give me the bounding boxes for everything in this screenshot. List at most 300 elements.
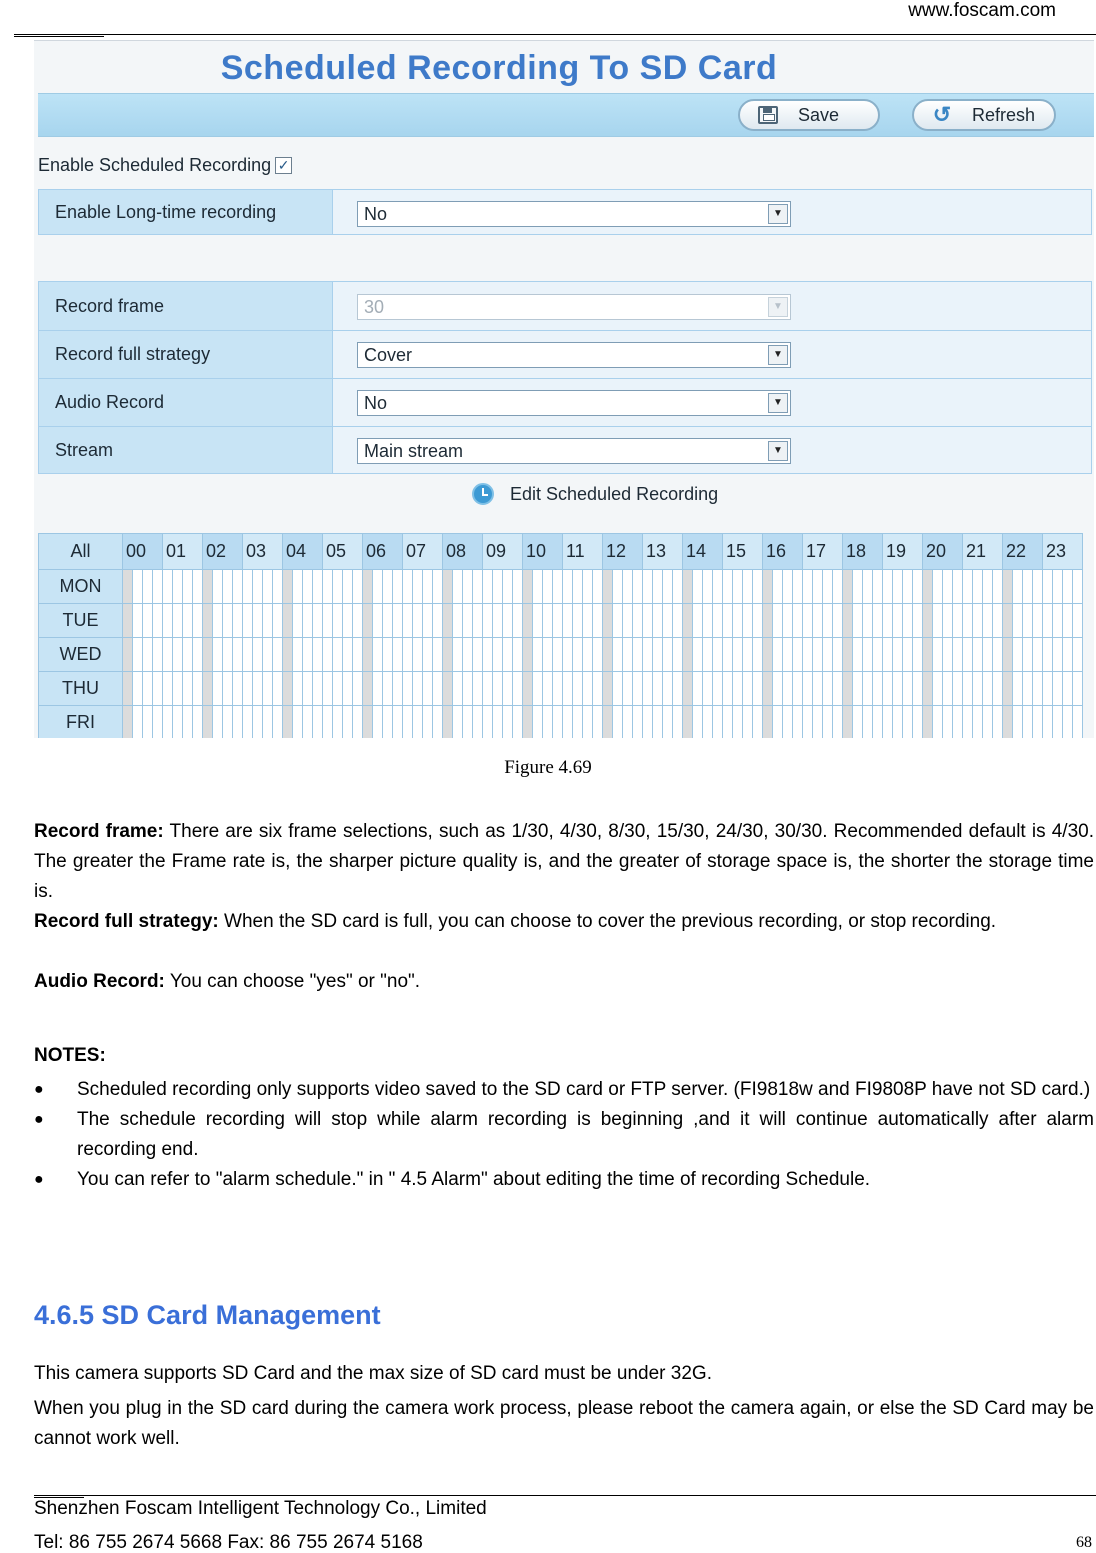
schedule-cell[interactable] xyxy=(343,570,353,604)
schedule-cell[interactable] xyxy=(353,604,363,638)
schedule-cell[interactable] xyxy=(133,706,143,739)
schedule-cell[interactable] xyxy=(513,570,523,604)
schedule-cell[interactable] xyxy=(893,570,903,604)
schedule-cell[interactable] xyxy=(903,706,913,739)
schedule-cell[interactable] xyxy=(693,570,703,604)
schedule-cell[interactable] xyxy=(423,570,433,604)
schedule-cell[interactable] xyxy=(793,570,803,604)
schedule-cell[interactable] xyxy=(703,638,713,672)
schedule-cell[interactable] xyxy=(743,570,753,604)
schedule-cell[interactable] xyxy=(283,706,293,739)
schedule-cell[interactable] xyxy=(913,706,923,739)
schedule-cell[interactable] xyxy=(783,638,793,672)
schedule-cell[interactable] xyxy=(903,570,913,604)
schedule-cell[interactable] xyxy=(373,706,383,739)
schedule-cell[interactable] xyxy=(843,604,853,638)
schedule-cell[interactable] xyxy=(383,672,393,706)
schedule-cell[interactable] xyxy=(1033,638,1043,672)
schedule-cell[interactable] xyxy=(493,672,503,706)
schedule-cell[interactable] xyxy=(983,604,993,638)
schedule-cell[interactable] xyxy=(923,604,933,638)
schedule-cell[interactable] xyxy=(343,672,353,706)
schedule-cell[interactable] xyxy=(393,706,403,739)
schedule-cell[interactable] xyxy=(393,638,403,672)
schedule-cell[interactable] xyxy=(833,638,843,672)
schedule-cell[interactable] xyxy=(243,604,253,638)
schedule-cell[interactable] xyxy=(983,672,993,706)
schedule-cell[interactable] xyxy=(593,604,603,638)
long-time-recording-select[interactable] xyxy=(357,201,791,227)
schedule-cell[interactable] xyxy=(333,604,343,638)
schedule-cell[interactable] xyxy=(223,604,233,638)
audio-record-select[interactable] xyxy=(357,390,791,416)
schedule-cell[interactable] xyxy=(433,706,443,739)
schedule-cell[interactable] xyxy=(193,672,203,706)
schedule-cell[interactable] xyxy=(663,706,673,739)
schedule-cell[interactable] xyxy=(953,604,963,638)
schedule-cell[interactable] xyxy=(713,672,723,706)
hour-header[interactable]: 20 xyxy=(923,534,963,570)
schedule-cell[interactable] xyxy=(883,604,893,638)
schedule-cell[interactable] xyxy=(453,604,463,638)
schedule-cell[interactable] xyxy=(1063,638,1073,672)
schedule-cell[interactable] xyxy=(383,570,393,604)
schedule-cell[interactable] xyxy=(323,706,333,739)
schedule-cell[interactable] xyxy=(313,638,323,672)
schedule-cell[interactable] xyxy=(493,638,503,672)
schedule-cell[interactable] xyxy=(233,638,243,672)
schedule-cell[interactable] xyxy=(743,638,753,672)
schedule-cell[interactable] xyxy=(923,672,933,706)
schedule-cell[interactable] xyxy=(693,672,703,706)
schedule-cell[interactable] xyxy=(923,570,933,604)
schedule-cell[interactable] xyxy=(653,672,663,706)
schedule-cell[interactable] xyxy=(223,672,233,706)
schedule-cell[interactable] xyxy=(673,604,683,638)
schedule-cell[interactable] xyxy=(613,638,623,672)
schedule-cell[interactable] xyxy=(143,706,153,739)
schedule-cell[interactable] xyxy=(403,706,413,739)
schedule-cell[interactable] xyxy=(993,672,1003,706)
schedule-cell[interactable] xyxy=(193,706,203,739)
schedule-cell[interactable] xyxy=(423,638,433,672)
schedule-cell[interactable] xyxy=(583,672,593,706)
edit-scheduled-recording-link[interactable] xyxy=(472,483,718,505)
schedule-cell[interactable] xyxy=(613,570,623,604)
schedule-cell[interactable] xyxy=(453,672,463,706)
schedule-cell[interactable] xyxy=(243,570,253,604)
schedule-cell[interactable] xyxy=(943,672,953,706)
schedule-cell[interactable] xyxy=(403,672,413,706)
schedule-cell[interactable] xyxy=(703,672,713,706)
schedule-cell[interactable] xyxy=(953,570,963,604)
schedule-cell[interactable] xyxy=(1043,638,1053,672)
schedule-cell[interactable] xyxy=(973,706,983,739)
schedule-cell[interactable] xyxy=(913,638,923,672)
schedule-cell[interactable] xyxy=(783,570,793,604)
schedule-cell[interactable] xyxy=(473,570,483,604)
schedule-cell[interactable] xyxy=(733,706,743,739)
schedule-cell[interactable] xyxy=(623,570,633,604)
schedule-cell[interactable] xyxy=(763,638,773,672)
schedule-cell[interactable] xyxy=(303,672,313,706)
schedule-cell[interactable] xyxy=(933,706,943,739)
schedule-cell[interactable] xyxy=(533,570,543,604)
schedule-cell[interactable] xyxy=(683,706,693,739)
schedule-cell[interactable] xyxy=(543,672,553,706)
schedule-cell[interactable] xyxy=(253,706,263,739)
schedule-cell[interactable] xyxy=(493,604,503,638)
schedule-cell[interactable] xyxy=(873,706,883,739)
schedule-cell[interactable] xyxy=(253,604,263,638)
schedule-cell[interactable] xyxy=(453,638,463,672)
hour-header[interactable]: 11 xyxy=(563,534,603,570)
schedule-cell[interactable] xyxy=(803,570,813,604)
schedule-cell[interactable] xyxy=(363,706,373,739)
day-header[interactable]: TUE xyxy=(39,604,123,638)
schedule-cell[interactable] xyxy=(563,638,573,672)
hour-header[interactable]: 06 xyxy=(363,534,403,570)
schedule-cell[interactable] xyxy=(1003,604,1013,638)
schedule-cell[interactable] xyxy=(1063,570,1073,604)
schedule-cell[interactable] xyxy=(1063,604,1073,638)
schedule-cell[interactable] xyxy=(993,638,1003,672)
schedule-cell[interactable] xyxy=(683,638,693,672)
schedule-cell[interactable] xyxy=(293,706,303,739)
schedule-cell[interactable] xyxy=(383,638,393,672)
schedule-cell[interactable] xyxy=(623,638,633,672)
schedule-cell[interactable] xyxy=(913,604,923,638)
schedule-cell[interactable] xyxy=(633,570,643,604)
schedule-cell[interactable] xyxy=(723,672,733,706)
schedule-cell[interactable] xyxy=(723,604,733,638)
schedule-cell[interactable] xyxy=(283,604,293,638)
schedule-cell[interactable] xyxy=(423,706,433,739)
schedule-cell[interactable] xyxy=(163,638,173,672)
schedule-cell[interactable] xyxy=(563,604,573,638)
schedule-cell[interactable] xyxy=(283,672,293,706)
schedule-cell[interactable] xyxy=(633,604,643,638)
schedule-cell[interactable] xyxy=(853,638,863,672)
schedule-cell[interactable] xyxy=(273,570,283,604)
schedule-cell[interactable] xyxy=(563,672,573,706)
schedule-cell[interactable] xyxy=(293,604,303,638)
schedule-cell[interactable] xyxy=(413,706,423,739)
schedule-cell[interactable] xyxy=(653,604,663,638)
schedule-cell[interactable] xyxy=(863,570,873,604)
schedule-cell[interactable] xyxy=(1013,604,1023,638)
refresh-button[interactable] xyxy=(912,99,1056,131)
schedule-cell[interactable] xyxy=(463,672,473,706)
schedule-cell[interactable] xyxy=(223,570,233,604)
schedule-cell[interactable] xyxy=(513,672,523,706)
schedule-cell[interactable] xyxy=(723,570,733,604)
schedule-cell[interactable] xyxy=(643,638,653,672)
schedule-cell[interactable] xyxy=(483,604,493,638)
schedule-cell[interactable] xyxy=(733,604,743,638)
schedule-cell[interactable] xyxy=(313,672,323,706)
schedule-cell[interactable] xyxy=(893,604,903,638)
schedule-cell[interactable] xyxy=(183,570,193,604)
schedule-cell[interactable] xyxy=(553,706,563,739)
schedule-cell[interactable] xyxy=(653,638,663,672)
schedule-cell[interactable] xyxy=(753,706,763,739)
schedule-cell[interactable] xyxy=(693,638,703,672)
schedule-cell[interactable] xyxy=(903,638,913,672)
schedule-cell[interactable] xyxy=(493,706,503,739)
schedule-cell[interactable] xyxy=(143,638,153,672)
schedule-cell[interactable] xyxy=(323,604,333,638)
schedule-cell[interactable] xyxy=(293,638,303,672)
schedule-cell[interactable] xyxy=(503,604,513,638)
schedule-cell[interactable] xyxy=(623,706,633,739)
schedule-cell[interactable] xyxy=(703,604,713,638)
schedule-cell[interactable] xyxy=(833,570,843,604)
schedule-cell[interactable] xyxy=(983,638,993,672)
schedule-cell[interactable] xyxy=(473,604,483,638)
schedule-cell[interactable] xyxy=(913,672,923,706)
schedule-cell[interactable] xyxy=(1073,672,1083,706)
schedule-cell[interactable] xyxy=(533,604,543,638)
schedule-cell[interactable] xyxy=(523,672,533,706)
schedule-cell[interactable] xyxy=(953,638,963,672)
schedule-cell[interactable] xyxy=(533,638,543,672)
schedule-cell[interactable] xyxy=(303,604,313,638)
schedule-cell[interactable] xyxy=(483,570,493,604)
schedule-cell[interactable] xyxy=(813,570,823,604)
schedule-cell[interactable] xyxy=(663,570,673,604)
schedule-cell[interactable] xyxy=(863,672,873,706)
day-header[interactable]: FRI xyxy=(39,706,123,739)
schedule-cell[interactable] xyxy=(123,638,133,672)
schedule-cell[interactable] xyxy=(433,638,443,672)
schedule-cell[interactable] xyxy=(453,570,463,604)
schedule-cell[interactable] xyxy=(843,672,853,706)
schedule-cell[interactable] xyxy=(553,570,563,604)
schedule-cell[interactable] xyxy=(333,706,343,739)
schedule-cell[interactable] xyxy=(733,570,743,604)
schedule-cell[interactable] xyxy=(443,706,453,739)
schedule-cell[interactable] xyxy=(533,706,543,739)
schedule-cell[interactable] xyxy=(693,604,703,638)
schedule-cell[interactable] xyxy=(513,638,523,672)
day-header[interactable]: THU xyxy=(39,672,123,706)
schedule-cell[interactable] xyxy=(403,638,413,672)
schedule-cell[interactable] xyxy=(703,706,713,739)
schedule-cell[interactable] xyxy=(883,706,893,739)
schedule-cell[interactable] xyxy=(823,638,833,672)
schedule-cell[interactable] xyxy=(743,604,753,638)
schedule-cell[interactable] xyxy=(563,570,573,604)
schedule-cell[interactable] xyxy=(643,706,653,739)
schedule-cell[interactable] xyxy=(893,672,903,706)
schedule-cell[interactable] xyxy=(413,604,423,638)
schedule-cell[interactable] xyxy=(553,604,563,638)
schedule-cell[interactable] xyxy=(903,672,913,706)
schedule-cell[interactable] xyxy=(263,672,273,706)
save-button[interactable] xyxy=(738,99,880,131)
schedule-cell[interactable] xyxy=(603,638,613,672)
schedule-cell[interactable] xyxy=(543,706,553,739)
hour-header[interactable]: 16 xyxy=(763,534,803,570)
schedule-cell[interactable] xyxy=(523,570,533,604)
schedule-cell[interactable] xyxy=(1033,604,1043,638)
schedule-cell[interactable] xyxy=(763,706,773,739)
schedule-cell[interactable] xyxy=(383,706,393,739)
schedule-cell[interactable] xyxy=(253,638,263,672)
hour-header[interactable]: 13 xyxy=(643,534,683,570)
schedule-cell[interactable] xyxy=(653,570,663,604)
schedule-cell[interactable] xyxy=(463,604,473,638)
hour-header[interactable]: 00 xyxy=(123,534,163,570)
schedule-cell[interactable] xyxy=(833,706,843,739)
schedule-cell[interactable] xyxy=(173,672,183,706)
schedule-cell[interactable] xyxy=(673,570,683,604)
schedule-cell[interactable] xyxy=(1073,570,1083,604)
schedule-cell[interactable] xyxy=(423,672,433,706)
schedule-cell[interactable] xyxy=(273,672,283,706)
schedule-cell[interactable] xyxy=(813,604,823,638)
schedule-cell[interactable] xyxy=(153,672,163,706)
schedule-cell[interactable] xyxy=(933,604,943,638)
schedule-cell[interactable] xyxy=(483,638,493,672)
schedule-cell[interactable] xyxy=(1003,570,1013,604)
schedule-cell[interactable] xyxy=(143,672,153,706)
schedule-cell[interactable] xyxy=(833,672,843,706)
schedule-cell[interactable] xyxy=(473,672,483,706)
schedule-cell[interactable] xyxy=(573,604,583,638)
schedule-cell[interactable] xyxy=(923,638,933,672)
hour-header[interactable]: 12 xyxy=(603,534,643,570)
schedule-cell[interactable] xyxy=(783,604,793,638)
schedule-cell[interactable] xyxy=(543,604,553,638)
schedule-cell[interactable] xyxy=(183,672,193,706)
schedule-cell[interactable] xyxy=(353,672,363,706)
schedule-cell[interactable] xyxy=(993,570,1003,604)
hour-header[interactable]: 07 xyxy=(403,534,443,570)
schedule-cell[interactable] xyxy=(913,570,923,604)
schedule-cell[interactable] xyxy=(393,570,403,604)
schedule-cell[interactable] xyxy=(373,638,383,672)
schedule-cell[interactable] xyxy=(1053,672,1063,706)
schedule-cell[interactable] xyxy=(1043,706,1053,739)
schedule-cell[interactable] xyxy=(803,604,813,638)
schedule-cell[interactable] xyxy=(463,706,473,739)
schedule-cell[interactable] xyxy=(173,570,183,604)
schedule-cell[interactable] xyxy=(223,638,233,672)
schedule-cell[interactable] xyxy=(763,570,773,604)
schedule-cell[interactable] xyxy=(673,638,683,672)
schedule-cell[interactable] xyxy=(1053,570,1063,604)
schedule-cell[interactable] xyxy=(183,638,193,672)
schedule-cell[interactable] xyxy=(953,706,963,739)
schedule-cell[interactable] xyxy=(353,570,363,604)
schedule-cell[interactable] xyxy=(723,638,733,672)
schedule-cell[interactable] xyxy=(633,672,643,706)
schedule-cell[interactable] xyxy=(203,570,213,604)
schedule-cell[interactable] xyxy=(813,706,823,739)
schedule-cell[interactable] xyxy=(363,604,373,638)
schedule-cell[interactable] xyxy=(973,604,983,638)
schedule-cell[interactable] xyxy=(813,672,823,706)
schedule-cell[interactable] xyxy=(1003,672,1013,706)
schedule-cell[interactable] xyxy=(803,672,813,706)
schedule-cell[interactable] xyxy=(613,604,623,638)
schedule-cell[interactable] xyxy=(1003,638,1013,672)
schedule-cell[interactable] xyxy=(683,672,693,706)
schedule-cell[interactable] xyxy=(713,604,723,638)
schedule-cell[interactable] xyxy=(963,638,973,672)
schedule-cell[interactable] xyxy=(823,570,833,604)
schedule-cell[interactable] xyxy=(393,604,403,638)
schedule-cell[interactable] xyxy=(543,570,553,604)
schedule-cell[interactable] xyxy=(823,672,833,706)
schedule-cell[interactable] xyxy=(423,604,433,638)
schedule-cell[interactable] xyxy=(243,672,253,706)
schedule-cell[interactable] xyxy=(713,638,723,672)
schedule-cell[interactable] xyxy=(193,570,203,604)
schedule-cell[interactable] xyxy=(413,638,423,672)
schedule-cell[interactable] xyxy=(1023,672,1033,706)
schedule-cell[interactable] xyxy=(323,638,333,672)
schedule-cell[interactable] xyxy=(763,604,773,638)
schedule-cell[interactable] xyxy=(203,604,213,638)
schedule-cell[interactable] xyxy=(943,570,953,604)
schedule-cell[interactable] xyxy=(543,638,553,672)
schedule-cell[interactable] xyxy=(493,570,503,604)
select-all-cell[interactable]: All xyxy=(39,534,123,570)
schedule-cell[interactable] xyxy=(633,638,643,672)
schedule-cell[interactable] xyxy=(1073,604,1083,638)
schedule-cell[interactable] xyxy=(743,672,753,706)
day-header[interactable]: WED xyxy=(39,638,123,672)
schedule-cell[interactable] xyxy=(203,706,213,739)
schedule-cell[interactable] xyxy=(973,672,983,706)
schedule-cell[interactable] xyxy=(603,706,613,739)
schedule-cell[interactable] xyxy=(523,604,533,638)
schedule-cell[interactable] xyxy=(993,706,1003,739)
schedule-cell[interactable] xyxy=(403,604,413,638)
schedule-cell[interactable] xyxy=(733,672,743,706)
schedule-cell[interactable] xyxy=(963,604,973,638)
schedule-cell[interactable] xyxy=(143,604,153,638)
schedule-cell[interactable] xyxy=(193,638,203,672)
schedule-cell[interactable] xyxy=(213,570,223,604)
hour-header[interactable]: 19 xyxy=(883,534,923,570)
schedule-cell[interactable] xyxy=(233,604,243,638)
schedule-cell[interactable] xyxy=(593,672,603,706)
schedule-cell[interactable] xyxy=(293,570,303,604)
schedule-cell[interactable] xyxy=(373,570,383,604)
schedule-cell[interactable] xyxy=(203,638,213,672)
schedule-cell[interactable] xyxy=(473,638,483,672)
schedule-cell[interactable] xyxy=(673,706,683,739)
schedule-cell[interactable] xyxy=(753,638,763,672)
schedule-cell[interactable] xyxy=(133,672,143,706)
schedule-cell[interactable] xyxy=(833,604,843,638)
schedule-cell[interactable] xyxy=(263,706,273,739)
schedule-cell[interactable] xyxy=(163,604,173,638)
hour-header[interactable]: 18 xyxy=(843,534,883,570)
schedule-cell[interactable] xyxy=(843,638,853,672)
stream-select[interactable] xyxy=(357,438,791,464)
schedule-cell[interactable] xyxy=(153,604,163,638)
schedule-cell[interactable] xyxy=(313,604,323,638)
schedule-cell[interactable] xyxy=(873,672,883,706)
schedule-cell[interactable] xyxy=(663,638,673,672)
schedule-cell[interactable] xyxy=(283,570,293,604)
schedule-cell[interactable] xyxy=(173,638,183,672)
